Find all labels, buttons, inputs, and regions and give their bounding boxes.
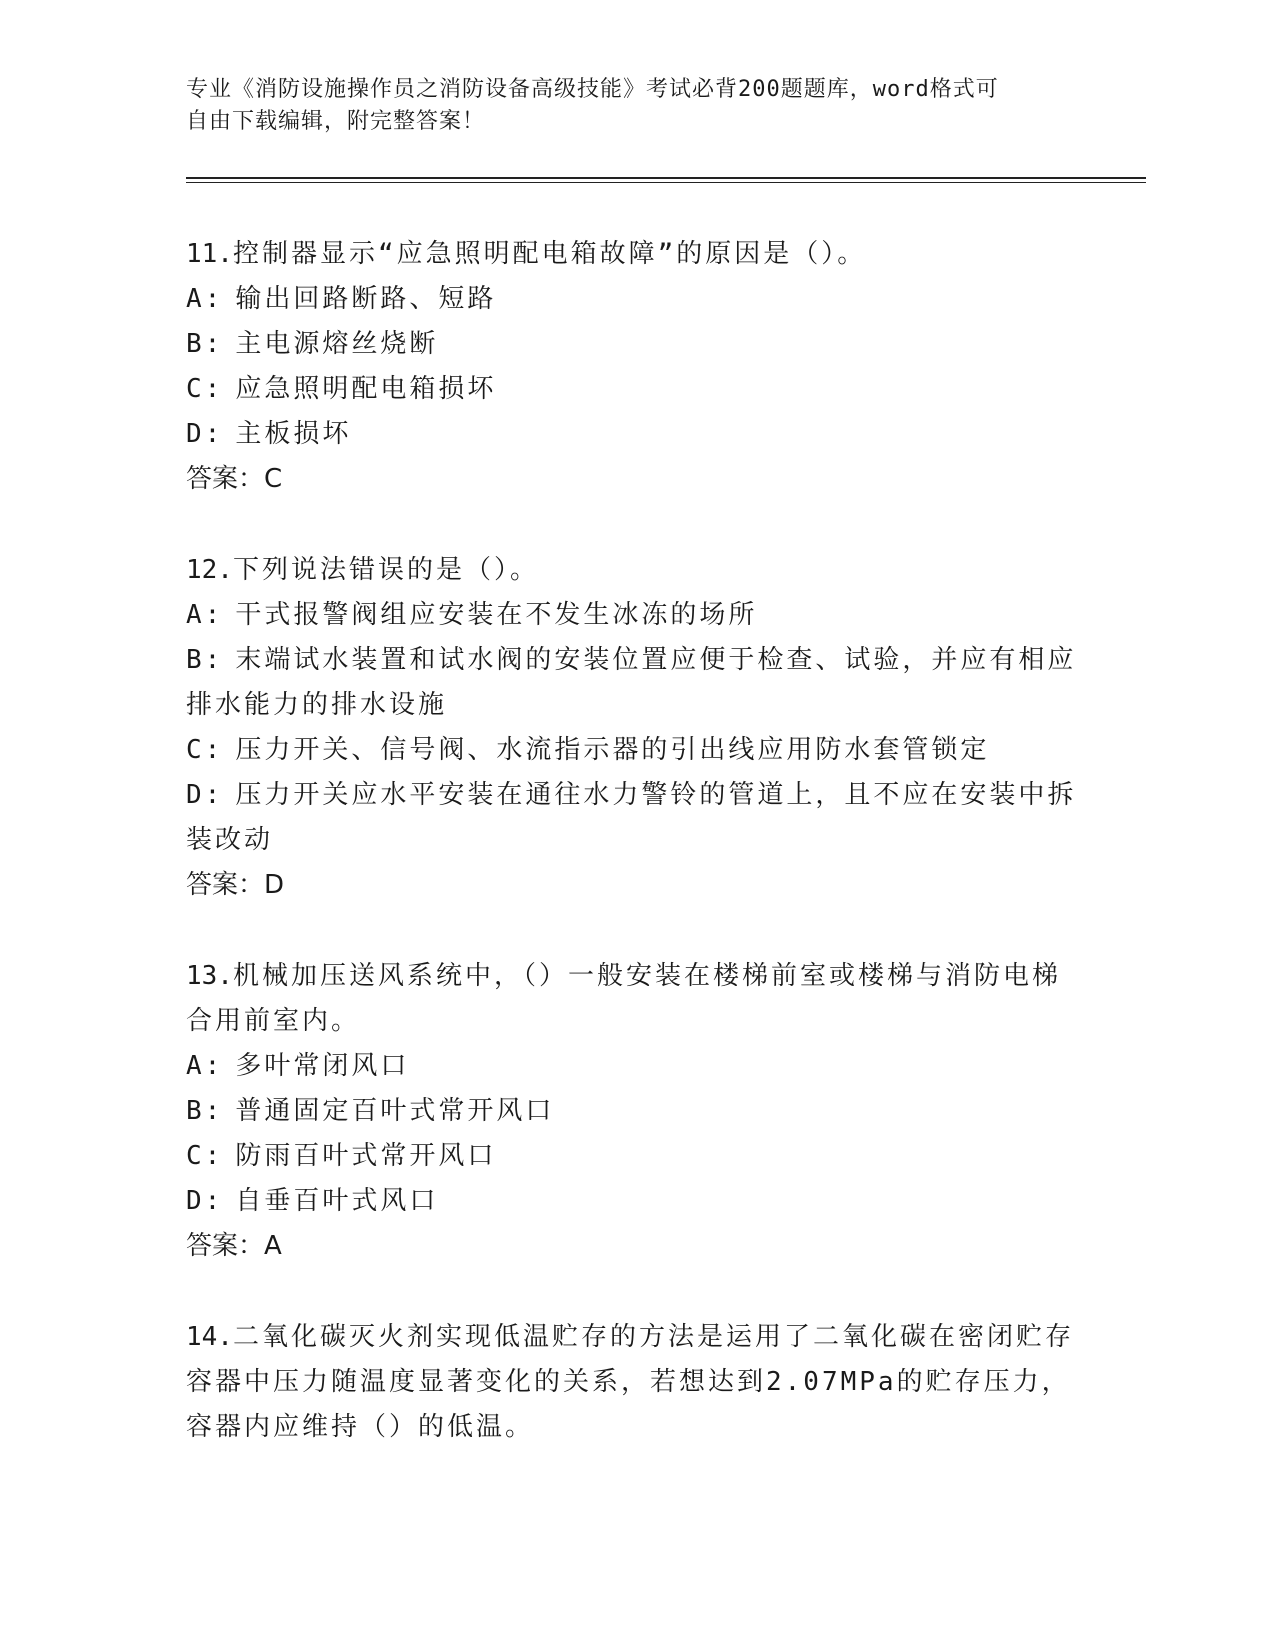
question-stem (186, 232, 1086, 277)
option-text: 多叶常闭风口 (235, 1051, 410, 1081)
option-text: 干式报警阀组应安装在不发生冰冻的场所 (235, 600, 758, 630)
question-stem (186, 1315, 1086, 1450)
option-text: 主电源熔丝烧断 (235, 329, 439, 359)
option-key: B: (186, 329, 224, 359)
option-key: C: (186, 1141, 224, 1171)
option-b (186, 638, 1086, 728)
option-text: 防雨百叶式常开风口 (235, 1141, 497, 1171)
question-text: 下列说法错误的是（）。 (232, 555, 539, 585)
question-text: 机械加压送风系统中，（）一般安装在楼梯前室或楼梯与消防电梯合用前室内。 (186, 961, 1061, 1036)
option-key: A: (186, 600, 224, 630)
option-key: D: (186, 780, 224, 810)
question-12 (186, 548, 1086, 908)
option-key: A: (186, 284, 224, 314)
answer-label: 答案： (186, 1231, 265, 1261)
option-text: 普通固定百叶式常开风口 (235, 1096, 555, 1126)
question-stem (186, 954, 1086, 1044)
option-key: B: (186, 645, 224, 675)
document-header (186, 74, 1066, 138)
question-13 (186, 954, 1086, 1269)
header-divider (186, 177, 1146, 179)
header-divider-thin (186, 182, 1146, 183)
option-text: 主板损坏 (235, 419, 352, 449)
option-d (186, 773, 1086, 863)
option-key: C: (186, 735, 224, 765)
option-d (186, 412, 1086, 457)
answer-label: 答案： (186, 464, 265, 494)
option-key: D: (186, 419, 224, 449)
option-key: A: (186, 1051, 224, 1081)
option-c (186, 1134, 1086, 1179)
option-key: D: (186, 1186, 224, 1216)
option-text: 应急照明配电箱损坏 (235, 374, 497, 404)
answer-value: C (264, 464, 283, 494)
answer-value: A (264, 1231, 282, 1261)
option-c (186, 728, 1086, 773)
question-list (186, 232, 1086, 1496)
answer-value: D (264, 870, 285, 900)
question-text: 二氧化碳灭火剂实现低温贮存的方法是运用了二氧化碳在密闭贮存容器中压力随温度显著变化的关系，若想达到2.07MPa的贮存压力，容器内应维持（）的低温。 (186, 1322, 1074, 1442)
question-number: 11. (186, 239, 233, 269)
question-number: 12. (186, 555, 233, 585)
option-c (186, 367, 1086, 412)
question-number: 14. (186, 1322, 233, 1352)
option-text: 压力开关、信号阀、水流指示器的引出线应用防水套管锁定 (235, 735, 990, 765)
option-a (186, 593, 1086, 638)
option-key: B: (186, 1096, 224, 1126)
option-text: 压力开关应水平安装在通往水力警铃的管道上，且不应在安装中拆装改动 (186, 780, 1077, 855)
answer-line (186, 1224, 1086, 1269)
question-stem (186, 548, 1086, 593)
option-b (186, 322, 1086, 367)
answer-line (186, 863, 1086, 908)
option-text: 末端试水装置和试水阀的安装位置应便于检查、试验，并应有相应排水能力的排水设施 (186, 645, 1077, 720)
answer-line (186, 457, 1086, 502)
option-text: 输出回路断路、短路 (235, 284, 497, 314)
header-line-2: 自由下载编辑，附完整答案！ (186, 109, 486, 134)
option-key: C: (186, 374, 224, 404)
answer-label: 答案： (186, 870, 265, 900)
header-line-1: 专业《消防设施操作员之消防设备高级技能》考试必背200题题库，word格式可 (186, 77, 999, 102)
option-d (186, 1179, 1086, 1224)
question-14 (186, 1315, 1086, 1450)
question-number: 13. (186, 961, 233, 991)
question-11 (186, 232, 1086, 502)
question-text: 控制器显示“应急照明配电箱故障”的原因是（）。 (232, 239, 867, 269)
option-a (186, 1044, 1086, 1089)
option-b (186, 1089, 1086, 1134)
option-text: 自垂百叶式风口 (235, 1186, 439, 1216)
option-a (186, 277, 1086, 322)
